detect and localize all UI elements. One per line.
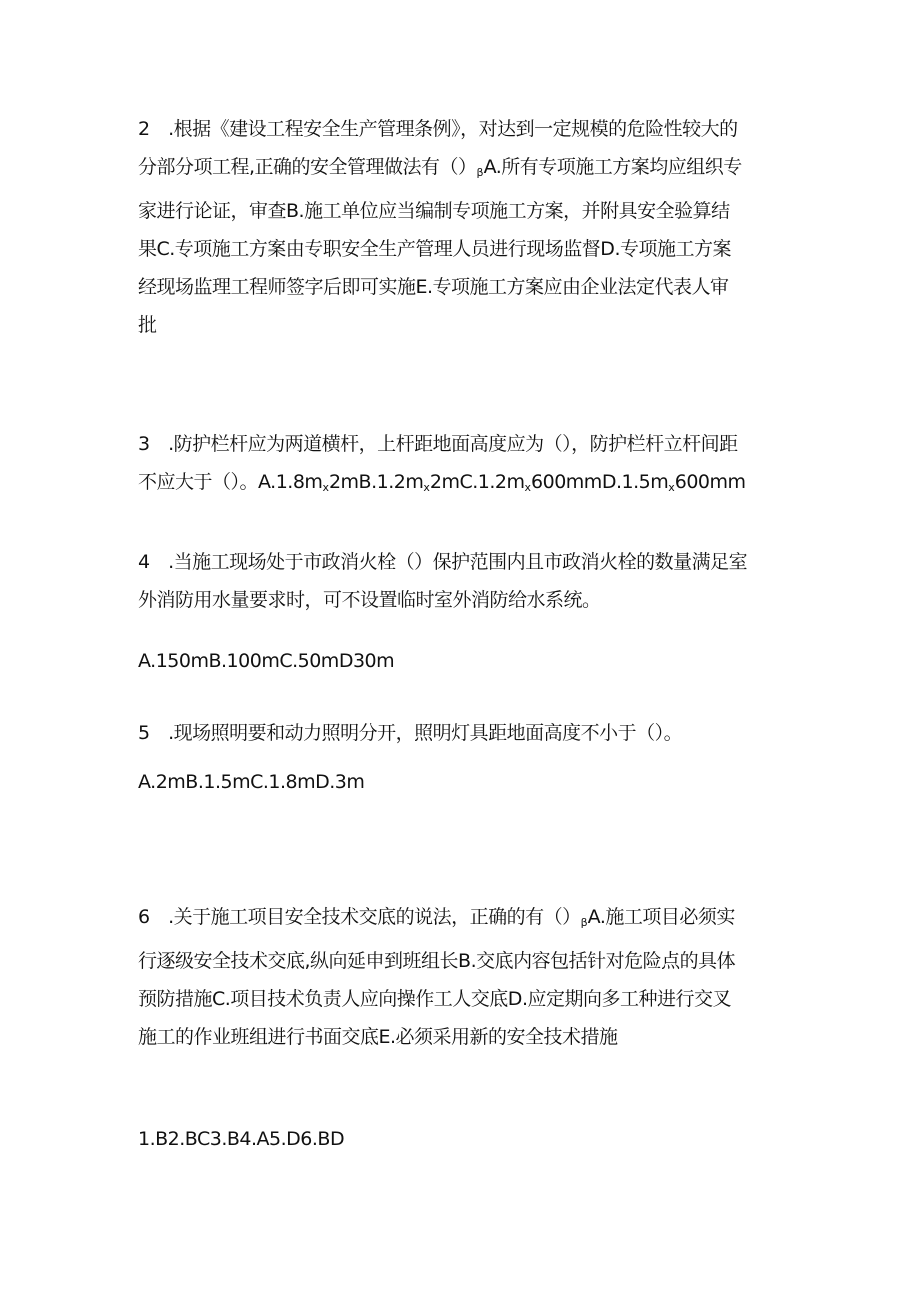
question-3-marker-1: x (322, 481, 329, 494)
question-6-line-1 (138, 898, 788, 942)
question-4-line-1: 4 .当施工现场处于市政消火栓（）保护范围内且市政消火栓的数量满足室 (138, 551, 748, 573)
question-6-marker: β (580, 916, 588, 929)
question-2-marker: β (476, 166, 484, 179)
question-4-options (138, 642, 788, 680)
question-5-line-1: 5 .现场照明要和动力照明分开，照明灯具距地面高度不小于（）。 (138, 722, 683, 744)
question-3-marker-4: x (668, 481, 675, 494)
question-2-line-2 (138, 148, 788, 192)
question-4 (138, 543, 788, 619)
question-6 (138, 898, 788, 1056)
question-6-line-1-option: A.施工项目必须实 (587, 906, 735, 928)
question-3-part-5: 600mm (674, 471, 746, 493)
question-2-line-2-option: A.所有专项施工方案均应组织专 (483, 156, 742, 178)
question-3-part-2: 2mB.1.2m (328, 471, 424, 493)
question-3-part-4: 600mmD.1.5m (531, 471, 669, 493)
question-2 (138, 110, 788, 344)
answer-key-line: 1.B2.BC3.B4.A5.D6.BD (138, 1128, 345, 1150)
question-5-options (138, 763, 788, 801)
question-5-options-line: A.2mB.1.5mC.1.8mD.3m (138, 771, 365, 793)
answer-key (138, 1120, 788, 1158)
question-6-line-4: 施工的作业班组进行书面交底E.必须采用新的安全技术措施 (138, 1026, 618, 1048)
question-2-line-6: 批 (138, 314, 157, 336)
question-3-line-2 (138, 463, 788, 507)
question-6-line-2: 行逐级安全技术交底,纵向延申到班组长B.交底内容包括针对危险点的具体 (138, 950, 736, 972)
question-3 (138, 425, 788, 507)
question-5 (138, 714, 788, 752)
question-2-line-1: 2 .根据《建设工程安全生产管理条例》，对达到一定规模的危险性较大的 (138, 118, 738, 140)
question-2-line-4: 果C.专项施工方案由专职安全生产管理人员进行现场监督D.专项施工方案 (138, 238, 731, 260)
question-3-part-3: 2mC.1.2m (429, 471, 525, 493)
question-3-part-1: 不应大于（）。A.1.8m (138, 471, 323, 493)
question-3-marker-3: x (524, 481, 532, 494)
question-2-line-3: 家进行论证，审查B.施工单位应当编制专项施工方案，并附具安全验算结 (138, 200, 730, 222)
question-3-line-1: 3 .防护栏杆应为两道横杆，上杆距地面高度应为（），防护栏杆立杆间距 (138, 433, 738, 455)
question-4-line-2: 外消防用水量要求时，可不设置临时室外消防给水系统。 (138, 589, 601, 611)
question-2-line-5: 经现场监理工程师签字后即可实施E.专项施工方案应由企业法定代表人审 (138, 276, 729, 298)
question-3-marker-2: x (423, 481, 430, 494)
question-6-line-3: 预防措施C.项目技术负责人应向操作工人交底D.应定期向多工种进行交叉 (138, 988, 731, 1010)
question-2-line-2-text: 分部分项工程,正确的安全管理做法有（） (138, 156, 477, 178)
question-6-line-1-text: 6 .关于施工项目安全技术交底的说法，正确的有（） (138, 906, 581, 928)
question-4-options-line: A.150mB.100mC.50mD30m (138, 650, 395, 672)
